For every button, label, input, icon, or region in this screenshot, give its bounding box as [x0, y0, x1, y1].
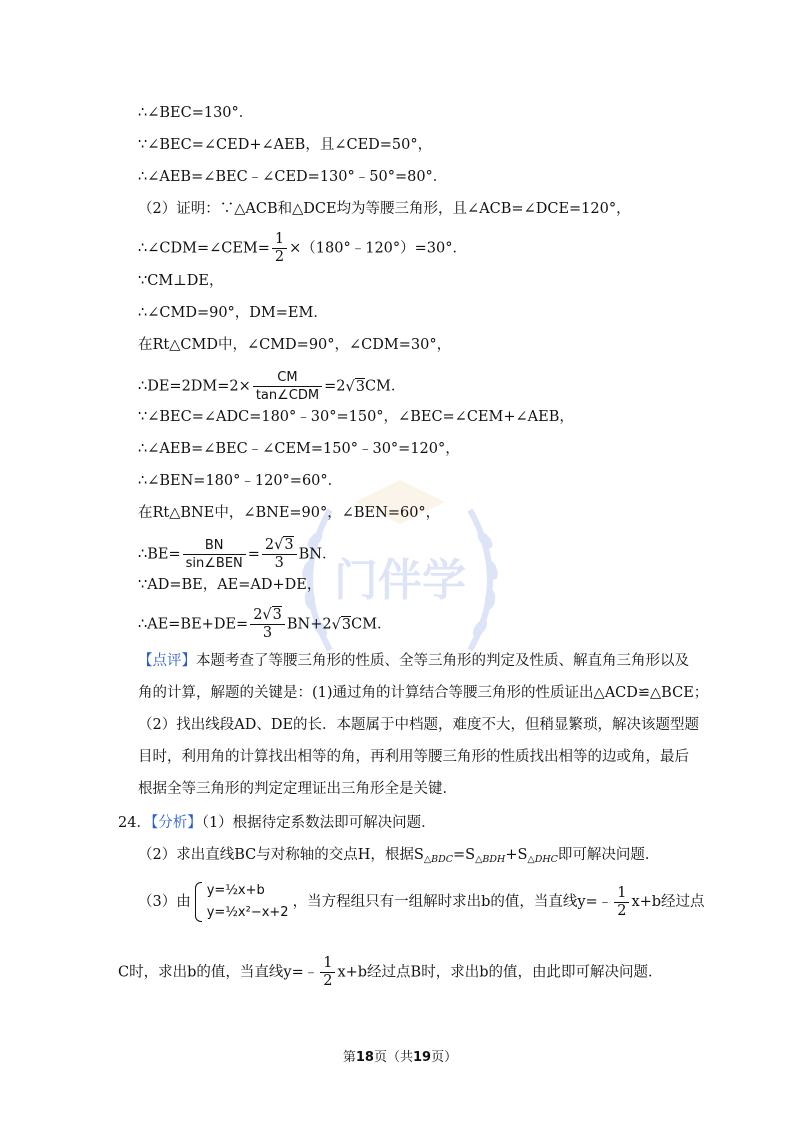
watermark-text: 门伴学 — [334, 555, 466, 606]
fraction — [183, 537, 246, 572]
text-segment: ∴∠CDM=∠CEM= — [138, 240, 270, 257]
comment-tag: 【点评】 — [138, 653, 196, 669]
text-segment: BN． — [298, 546, 337, 563]
footer-text: 页） — [431, 1050, 458, 1065]
fraction-numerator: 1 — [614, 885, 629, 903]
comment-line-4: 目时，利用角的计算找出相等的角，再利用等腰三角形的性质找出相等的边或角，最后 — [138, 749, 689, 765]
text-segment: x+b经过点 — [631, 894, 705, 910]
fraction — [262, 537, 297, 572]
equation-1: y=½x+b — [206, 883, 265, 898]
solution-line-10: ∵∠BEC=∠ADC=180°﹣30°=150°，∠BEC=∠CEM+∠AEB， — [138, 409, 574, 425]
text-segment: CM． — [364, 378, 406, 395]
text-segment: ×（180°﹣120°）=30°． — [289, 240, 468, 257]
footer-text: 页（共 — [373, 1050, 413, 1065]
fraction — [614, 885, 629, 920]
text-segment: 本题考查了等腰三角形的性质、全等三角形的判定及性质、解直角三角形以及 — [196, 653, 689, 669]
question-number: 24． — [118, 815, 151, 831]
text-segment: ∴BE= — [138, 546, 181, 563]
solution-line-15: ∵AD=BE，AE=AD+DE， — [138, 577, 322, 593]
analysis-line-3 — [138, 880, 705, 924]
text-segment: =S — [453, 847, 476, 863]
analysis-line-4 — [118, 955, 663, 990]
fraction-numerator: 1 — [272, 231, 287, 249]
comment-line-3: （2）找出线段AD、DE的长．本题属于中档题，难度不大，但稍显繁琐，解决该题型题 — [138, 717, 700, 733]
text-segment: （1）根据待定系数法即可解决问题． — [201, 815, 436, 831]
fraction-numerator: CM — [253, 369, 322, 387]
fraction-numerator: BN — [183, 537, 246, 555]
sqrt-radicand: 3 — [341, 616, 352, 633]
page-number: 18 — [355, 1050, 374, 1065]
fraction-numerator — [250, 607, 285, 625]
text-segment: ∴AE=BE+DE= — [138, 616, 249, 633]
sqrt-expression: √3 — [262, 607, 282, 623]
solution-line-6: ∵CM⊥DE， — [138, 273, 224, 289]
solution-line-12: ∴∠BEN=180°﹣120°=60°． — [138, 473, 343, 489]
text-segment: CM． — [351, 616, 392, 633]
page-footer — [0, 1046, 800, 1065]
solution-line-1: ∴∠BEC=130°． — [138, 105, 254, 121]
text-segment: C时，求出b的值，当直线y=﹣ — [118, 964, 319, 981]
solution-line-9 — [138, 369, 405, 404]
brace — [195, 882, 202, 922]
solution-line-16 — [138, 607, 392, 642]
analysis-tag: 【分析】 — [150, 815, 202, 831]
text-segment: 即可解决问题． — [557, 847, 660, 863]
footer-text: 第 — [342, 1050, 356, 1065]
solution-line-7: ∴∠CMD=90°，DM=EM． — [138, 305, 328, 321]
fraction-numerator: 1 — [320, 955, 335, 973]
sqrt-radicand: 3 — [272, 607, 282, 623]
solution-line-14 — [138, 537, 336, 572]
sqrt-radicand: 3 — [355, 378, 365, 395]
text-segment: ∴DE=2DM=2× — [138, 378, 251, 395]
fraction-denominator: tan∠CDM — [255, 388, 320, 403]
solution-line-11: ∴∠AEB=∠BEC﹣∠CEM=150°﹣30°=120°， — [138, 441, 460, 457]
text-segment: +S — [505, 847, 528, 863]
question-24-header — [118, 813, 436, 833]
analysis-line-2 — [138, 845, 659, 870]
comment-line-5: 根据全等三角形的判定定理证出三角形全是关键． — [138, 781, 457, 797]
fraction — [272, 231, 287, 266]
fraction — [320, 955, 335, 990]
text-segment: =2 — [324, 378, 346, 395]
solution-line-13: 在Rt△BNE中，∠BNE=90°，∠BEN=60°， — [138, 505, 441, 521]
equation-2: y=½x²−x+2 — [206, 905, 289, 920]
solution-line-2: ∵∠BEC=∠CED+∠AEB，且∠CED=50°， — [138, 137, 433, 153]
subscript: △BDH — [475, 854, 506, 865]
text-segment: BN+2 — [286, 616, 332, 633]
subscript: △BDC — [423, 854, 454, 865]
solution-line-4: （2）证明：∵△ACB和△DCE均为等腰三角形，且∠ACB=∠DCE=120°， — [138, 201, 631, 217]
fraction-denominator: 3 — [274, 555, 284, 571]
total-pages: 19 — [413, 1050, 432, 1065]
fraction-numerator — [262, 537, 297, 555]
coefficient: 2 — [253, 607, 263, 623]
solution-line-5 — [138, 231, 467, 266]
fraction-denominator: 2 — [274, 249, 285, 265]
text-segment: = — [247, 546, 260, 563]
fraction — [250, 607, 285, 642]
subscript: △DHC — [527, 854, 558, 865]
sqrt-radicand: 3 — [284, 537, 294, 553]
solution-line-3: ∴∠AEB=∠BEC﹣∠CED=130°﹣50°=80°． — [138, 169, 448, 185]
fraction-denominator: 2 — [617, 902, 627, 919]
fraction — [253, 369, 322, 404]
sqrt-expression: √3 — [331, 616, 352, 633]
equation-system — [195, 880, 289, 924]
text-segment: ，当方程组只有一组解时求出b的值，当直线y=﹣ — [292, 894, 613, 910]
sqrt-expression: √3 — [345, 378, 365, 395]
fraction-denominator: 2 — [323, 973, 333, 989]
sqrt-expression: √3 — [274, 537, 294, 553]
solution-line-8: 在Rt△CMD中，∠CMD=90°，∠CDM=30°， — [138, 337, 452, 353]
comment-line-1 — [138, 651, 689, 671]
fraction-denominator: sin∠BEN — [185, 556, 243, 571]
coefficient: 2 — [264, 537, 275, 553]
text-segment: （3）由 — [138, 894, 191, 910]
fraction-denominator: 3 — [262, 625, 273, 641]
text-segment: x+b经过点B时，求出b的值，由此即可解决问题． — [337, 964, 663, 981]
comment-line-2: 角的计算，解题的关键是：(1)通过角的计算结合等腰三角形的性质证出△ACD≌△BCE； — [138, 685, 709, 701]
text-segment: （2）求出直线BC与对称轴的交点H，根据S — [138, 847, 424, 863]
